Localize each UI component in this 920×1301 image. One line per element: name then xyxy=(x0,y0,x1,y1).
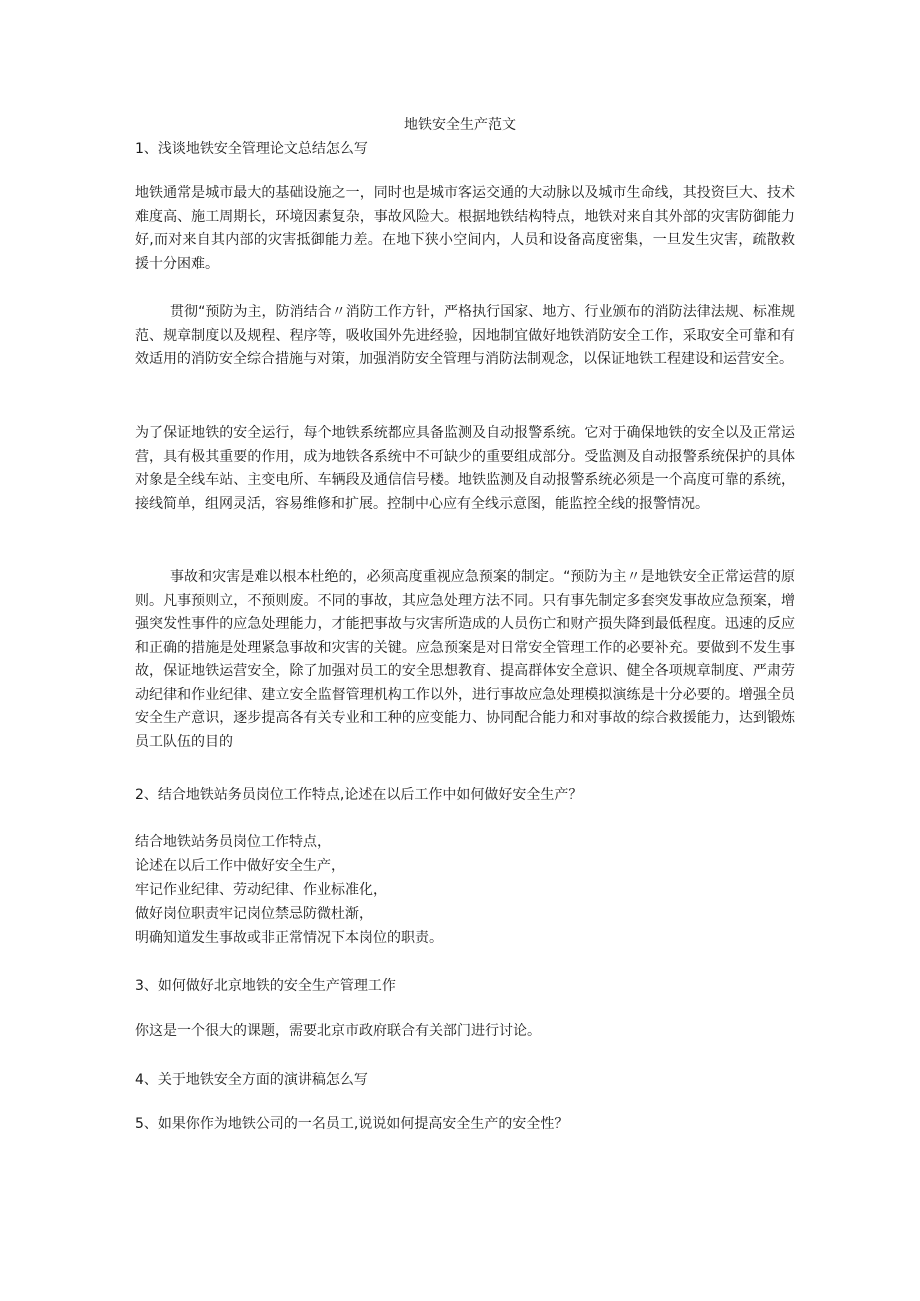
section-2-heading: 2、结合地铁站务员岗位工作特点,论述在以后工作中如何做好安全生产？ xyxy=(135,787,583,803)
section-2-line: 牢记作业纪律、劳动纪律、作业标准化， xyxy=(135,882,387,898)
section-4-heading: 4、关于地铁安全方面的演讲稿怎么写 xyxy=(135,1072,368,1088)
section-1-paragraph-4: 事故和灾害是难以根本杜绝的，必须高度重视应急预案的制定。“预防为主〃是地铁安全正常运营的原则。凡事预则立，不预则废。不同的事故，其应急处理方法不同。只有事先制定多套突发事故应急预案，增强突发性事件的应急处理能力，才能把事故与灾害所造成的人员伤亡和财产损失降到最低程度。迅速的反应和正确的措施是处理紧急事故和灾害的关键。应急预案是对日常安全管理工作的必要补充。要做到不发生事故，保证地铁运营安全，除了加强对员工的安全思想教育、提高群体安全意识、健全各项规章制度、严肃劳动纪律和作业纪律、建立安全监督管理机构工作以外，进行事故应急处理模拟演练是十分必要的。增强全员安全生产意识，逐步提高各有关专业和工种的应变能力、协同配合能力和对事故的综合救援能力，达到锻炼员工队伍的目的 xyxy=(135,569,795,750)
section-5-heading: 5、如果你作为地铁公司的一名员工,说说如何提高安全生产的安全性？ xyxy=(135,1116,569,1132)
section-3-heading: 3、如何做好北京地铁的安全生产管理工作 xyxy=(135,978,396,994)
section-1-paragraph-2: 贯彻“预防为主，防消结合〃消防工作方针，严格执行国家、地方、行业颁布的消防法律法规、标准规范、规章制度以及规程、程序等，吸收国外先进经验，因地制宜做好地铁消防安全工作，采取安全可靠和有效适用的消防安全综合措施与对策，加强消防安全管理与消防法制观念，以保证地铁工程建设和运营安全。 xyxy=(135,304,795,367)
section-1-heading: 1、浅谈地铁安全管理论文总结怎么写 xyxy=(135,141,368,157)
document-title: 地铁安全生产范文 xyxy=(404,117,516,133)
section-2-list xyxy=(135,830,795,950)
section-1-paragraph-1: 地铁通常是城市最大的基础设施之一，同时也是城市客运交通的大动脉以及城市生命线，其投资巨大、技术难度高、施工周期长，环境因素复杂，事故风险大。根据地铁结构特点，地铁对来自其外部的灾害防御能力好,而对来自其内部的灾害抵御能力差。在地下狭小空间内，人员和设备高度密集，一旦发生灾害，疏散救援十分困难。 xyxy=(135,185,795,272)
section-2-line: 做好岗位职责牢记岗位禁忌防微杜渐， xyxy=(135,906,373,922)
section-2-line: 论述在以后工作中做好安全生产， xyxy=(135,858,345,874)
section-1-paragraph-3: 为了保证地铁的安全运行，每个地铁系统都应具备监测及自动报警系统。它对于确保地铁的安全以及正常运营，具有极其重要的作用，成为地铁各系统中不可缺少的重要组成部分。受监测及自动报警系统保护的具体对象是全线车站、主变电所、车辆段及通信信号楼。地铁监测及自动报警系统必须是一个高度可靠的系统，接线简单，组网灵活，容易维修和扩展。控制中心应有全线示意图，能监控全线的报警情况。 xyxy=(135,425,795,512)
section-2-line: 结合地铁站务员岗位工作特点， xyxy=(135,834,331,850)
section-3-paragraph: 你这是一个很大的课题，需要北京市政府联合有关部门进行讨论。 xyxy=(135,1023,541,1039)
section-2-line: 明确知道发生事故或非正常情况下本岗位的职责。 xyxy=(135,930,443,946)
